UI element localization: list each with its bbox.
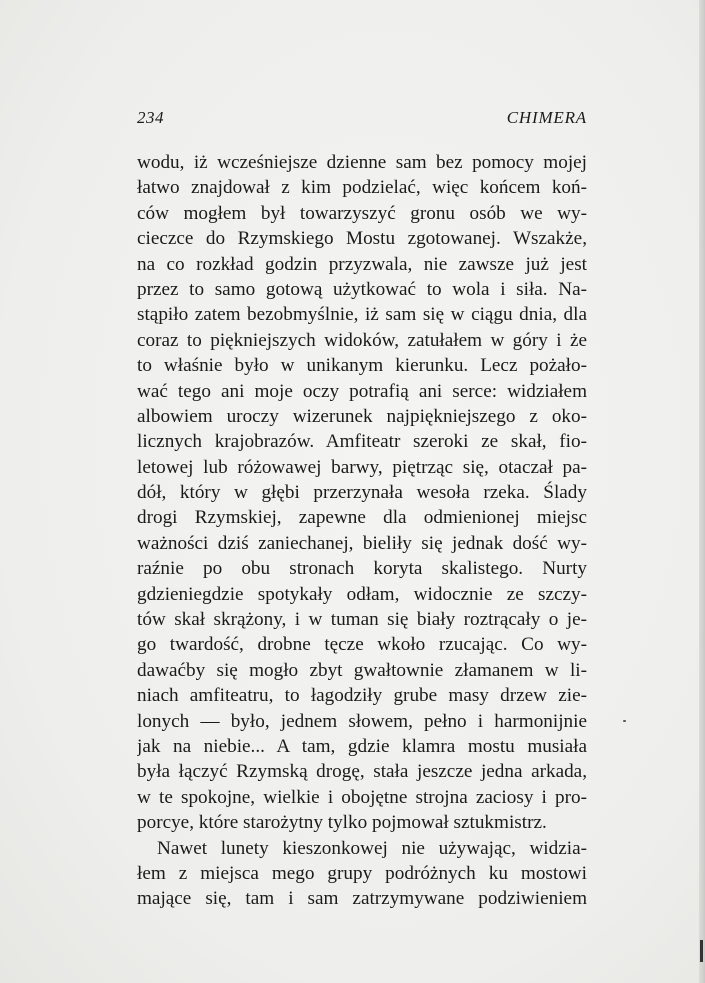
running-title: CHIMERA bbox=[506, 108, 587, 127]
text-line: coraz to piękniejszych widoków, zatułałem w góry i że bbox=[137, 329, 587, 351]
text-line: dół, który w głębi przerzynała wesoła rzeka. Ślady bbox=[137, 482, 587, 504]
text-line: ważności dziś zaniechanej, bieliły się jednak dość wy- bbox=[137, 532, 587, 554]
text-line: lonych — było, jednem słowem, pełno i harmonijnie bbox=[137, 710, 587, 732]
scan-speck bbox=[623, 720, 626, 722]
text-line: licznych krajobrazów. Amfiteatr szeroki ze skał, fio- bbox=[137, 431, 587, 453]
text-line: niach amfiteatru, to łagodziły grube masy drzew zie- bbox=[137, 685, 587, 707]
body-text bbox=[137, 150, 587, 912]
page-number: 234 bbox=[137, 108, 164, 127]
page-edge-shadow bbox=[699, 0, 705, 983]
text-line-paragraph-end: porcye, które starożytny tylko pojmował sztukmistrz. bbox=[137, 812, 547, 834]
page-header bbox=[137, 108, 587, 134]
text-line: przez to samo gotową użytkować to wola i siła. Na- bbox=[137, 278, 587, 300]
text-line-paragraph-start: Nawet lunety kieszonkowej nie używając, widzia- bbox=[157, 837, 587, 859]
text-line: dawaćby się mogło zbyt gwałtownie złamanem w li- bbox=[137, 659, 587, 681]
text-line: tów skał skrążony, i w tuman się biały roztrącały o je- bbox=[137, 609, 587, 631]
text-line: letowej lub różowawej barwy, piętrząc się, otaczał pa- bbox=[137, 456, 587, 478]
text-line: stąpiło zatem bezobmyślnie, iż sam się w ciągu dnia, dla bbox=[137, 304, 587, 326]
text-line: wać tego ani moje oczy potrafią ani serce: widziałem bbox=[137, 380, 587, 402]
text-line: jak na niebie... A tam, gdzie klamra mostu musiała bbox=[137, 735, 587, 757]
text-line: go twardość, drobne tęcze wkoło rzucając. Co wy- bbox=[137, 634, 587, 656]
text-line: była łączyć Rzymską drogę, stała jeszcze jedna arkada, bbox=[137, 761, 587, 783]
text-line: wodu, iż wcześniejsze dzienne sam bez pomocy mojej bbox=[137, 152, 587, 173]
text-line: mające się, tam i sam zatrzymywane podziwieniem bbox=[137, 888, 587, 910]
text-line: na co rozkład godzin przyzwala, nie zawsze już jest bbox=[137, 253, 587, 275]
text-line: w te spokojne, wielkie i obojętne strojna zaciosy i pro- bbox=[137, 786, 587, 808]
text-line: cieczce do Rzymskiego Mostu zgotowanej. Wszakże, bbox=[137, 228, 587, 250]
text-line: raźnie po obu stronach koryta skalistego. Nurty bbox=[137, 558, 587, 580]
text-line: ców mogłem był towarzyszyć gronu osób we wy- bbox=[137, 202, 587, 224]
text-line: to właśnie było w unikanym kierunku. Lecz pożało- bbox=[137, 355, 587, 377]
text-line: łem z miejsca mego grupy podróżnych ku mostowi bbox=[137, 862, 587, 884]
text-line: łatwo znajdował z kim podzielać, więc końcem koń- bbox=[137, 177, 587, 199]
text-line: gdzieniegdzie spotykały odłam, widocznie ze szczy- bbox=[137, 583, 587, 605]
scan-edge-mark bbox=[700, 940, 703, 962]
text-line: albowiem uroczy wizerunek najpiękniejszego z oko- bbox=[137, 405, 587, 427]
text-line: drogi Rzymskiej, zapewne dla odmienionej miejsc bbox=[137, 507, 587, 529]
